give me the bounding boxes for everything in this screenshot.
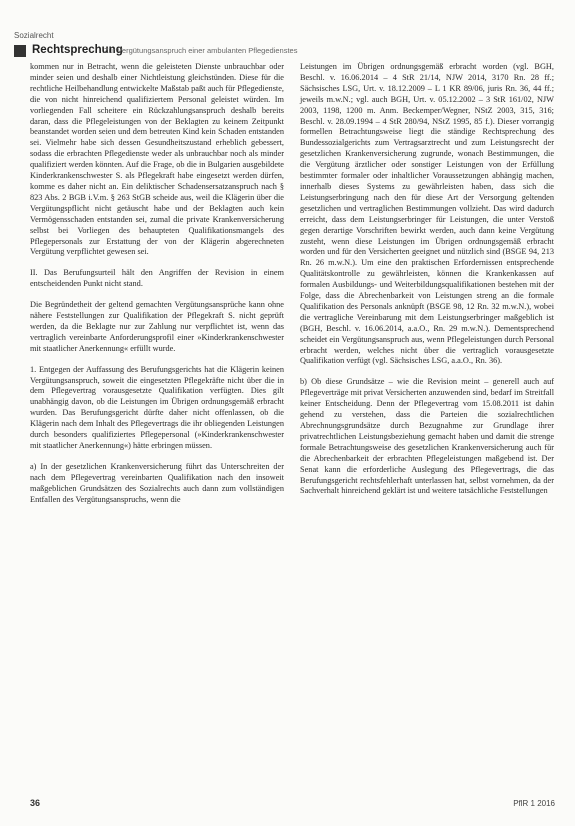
page-number: 36: [30, 798, 41, 808]
paragraph: 1. Entgegen der Auffassung des Berufungsgerichts hat die Klägerin keinen Vergütungsanspruch, soweit die eingesetzten Pflegekräfte nicht über die in dem Pflegevertrag vorausgesetzte Qualifikation verfügten. Dies gilt unabhängig davon, ob die Leistungen im Übrigen ordnungsgemäß erbracht wurden. Das Berufungsgericht dürfte daher nicht offenlassen, ob die Klägerin nach dem Inhalt des Pflegevertrags die ihr obliegenden Leistungen durch besonders qualifiziertes Pflegepersonal (»Kinderkrankenschwester mit staatlicher Anerkennung«) hätte erbringen müssen.: [30, 364, 284, 450]
right-column: [300, 62, 554, 507]
paragraph: a) In der gesetzlichen Krankenversicherung führt das Unterschreiten der nach dem Pflegevertrag vereinbarten Qualifikation nach den insoweit maßgeblichen Grundsätzen des Sozialrechts auch dann zum vollständigen Entfallen des Vergütungsanspruchs, wenn die: [30, 461, 284, 504]
paragraph: II. Das Berufungsurteil hält den Angriffen der Revision in einem entscheidenden Punkt nicht stand.: [30, 268, 284, 289]
paragraph: kommen nur in Betracht, wenn die geleisteten Dienste unbrauchbar oder minder seien und deshalb einer Nichtleistung gleichstünden. Diese für die rechtliche Heilbehandlung entwickelte Maßstab paßt auch für Pflegedienste, die von nicht hinreichend qualifiziertem Personal geleistet würden. Im vorliegenden Fall scheitere ein Rückzahlungsanspruch deshalb bereits daran, dass die Pflegeleistungen von der Beklagten zu keinem Zeitpunkt beanstandet worden seien und dem betreuten Kind kein Schaden entstanden sei. Vielmehr habe sich dessen Gesundheitszustand erheblich gebessert, sodass die erbrachten Pflegedienste weder als unbrauchbar noch als minder qualifiziert werden könnten. Auf die Frage, ob die in Bulgarien ausgebildete Kinderkrankenschwester S. als Pflegekraft habe eingesetzt werden dürfen, komme es daher nicht an. Ein deliktischer Schadensersatzanspruch nach § 823 Abs. 2 BGB i.V.m. § 263 StGB scheide aus, weil die Klägerin über die Vergütungspflicht nicht getäuscht habe und der Beklagten auch kein Vermögensschaden entstanden sei, zumal die private Krankenversicherung selbst bei Vorliegen des behaupteten Qualifikationsmangels des Pflegepersonals zur Erstattung der von der Klägerin abgerechneten Vergütung verpflichtet gewesen sei.: [30, 62, 284, 257]
journal-issue: PflR 1 2016: [513, 799, 555, 808]
paragraph: b) Ob diese Grundsätze – wie die Revision meint – generell auch auf Pflegeverträge mit privat Versicherten anzuwenden sind, bedarf im Streitfall keiner Entscheidung. Denn der Pflegevertrag vom 15.08.2011 ist dahin gehend zu verstehen, dass die Parteien die sozialrechtlichen Abrechnungsgrundsätze durch Bezugnahme zur Grundlage ihrer privatrechtlichen Leistungsbeziehung gemacht haben und damit die strenge formale Betrachtungsweise des gesetzlichen Krankenversicherung auch für die Abrechenbarkeit der erbrachten Pflegeleistungen maßgebend ist. Der Senat kann die erforderliche Auslegung des Pflegevertrags, die das Berufungsgericht rechtsfehlerhaft unterlassen hat, selbst vornehmen, da der Sachverhalt hinreichend geklärt ist und weitere tatsächliche Feststellungen: [300, 377, 554, 496]
paragraph: Die Begründetheit der geltend gemachten Vergütungsansprüche kann ohne nähere Feststellungen zur Qualifikation der Pflegekraft S. nicht geprüft werden, da die Beklagte nur zur Zahlung nur verpflichtet ist, wenn das vertraglich vereinbarte Anforderungsprofil einer »Kinderkrankenschwester mit staatlicher Anerkennung« erfüllt wurde.: [30, 300, 284, 353]
running-header: [14, 44, 562, 58]
left-column: [30, 62, 284, 516]
header-subtitle: Zur Vergütungsanspruch einer ambulanten Pflegedienstes: [104, 46, 298, 55]
header-marker: [14, 45, 26, 57]
header-title: Rechtsprechung: [32, 44, 123, 56]
paragraph: Leistungen im Übrigen ordnungsgemäß erbracht worden (vgl. BGH, Beschl. v. 16.06.2014 – 4 StR 21/14, NJW 2014, 3170 Rn. 28 ff.; Sächsisches LSG, Urt. v. 18.12.2009 – L 1 KR 89/06, juris Rn. 36, 44 ff.; jeweils m.w.N.; vgl. auch BGH, Urt. v. 05.12.2002 – 3 StR 161/02, NJW 2003, 1198, 1200 m. Anm. Beckemper/Wegner, NStZ 2003, 315, 316; Beschl. v. 28.09.1994 – 4 StR 280/94, NStZ 1995, 85 f.). Dieser vorrangig formellen Betrachtungsweise liegt die ständige Rechtsprechung des Bundessozialgerichts zum Vertragsarztrecht und zum Leistungsrecht der gesetzlichen Krankenversicherung zugrunde, wonach Bestimmungen, die die Vergütung ärztlicher oder sonstiger Leistungen von der Erfüllung bestimmter formaler oder inhaltlicher Voraussetzungen abhängig machen, innerhalb dieses Systems zu gewährleisten haben, dass sich die Leistungserbringung nach den für diese Art der Versorgung geltenden gesetzlichen und vertraglichen Bestimmungen vollzieht. Das wird dadurch erreicht, dass dem Leistungserbringer für Leistungen, die unter Verstoß gegen derartige Vorschriften bewirkt werden, auch dann keine Vergütung zusteht, wenn diese Leistungen im Übrigen ordnungsgemäß erbracht worden und für den Versicherten geeignet und nützlich sind (BSGE 94, 213 Rn. 26 m.w.N.). Um eine den praktischen Erfordernissen entsprechende Qualitätskontrolle zu gewährleisten, können die Krankenkassen auf formalen Ausbildungs- und Weiterbildungsqualifikationen bestehen mit der Folge, dass die Abrechenbarkeit von Leistungen streng an die formale Qualifikation des Personals anknüpft (BSGE 98, 12 Rn. 32 m.w.N.), wobei die vertragliche Vereinbarung mit dem Leistungserbringer maßgeblich ist (BGH, Beschl. v. 16.06.2014, a.a.O., Rn. 29 m.w.N.). Dementsprechend scheidet ein Vergütungsanspruch aus, wenn Pflegeleistungen durch Personal erbracht werden, welches nicht über die vertraglich vorausgesetzte Qualifikation verfügt (vgl. Sächsisches LSG, a.a.O., Rn. 36).: [300, 62, 554, 366]
section-label: Sozialrecht: [14, 31, 54, 40]
